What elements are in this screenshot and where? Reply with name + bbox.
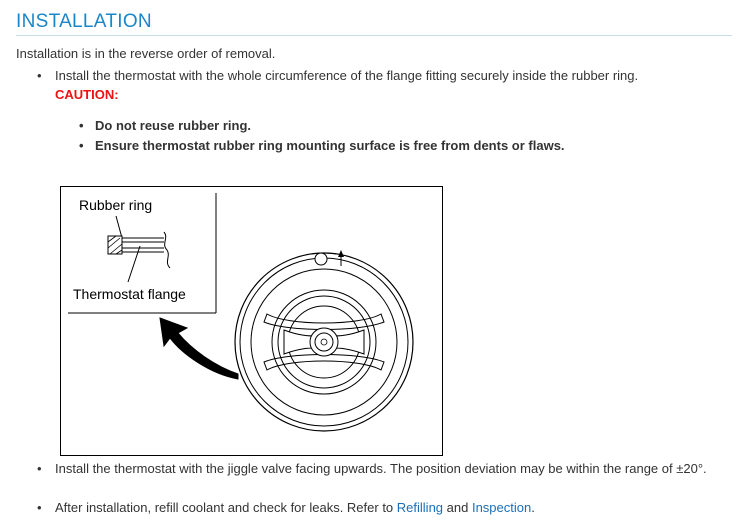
caution-item-2-text: Ensure thermostat rubber ring mounting surface is free from dents or flaws. [95, 138, 565, 153]
step-3-suffix: . [531, 500, 535, 515]
step-2-text: Install the thermostat with the jiggle valve facing upwards. The position deviation may be within the range of ±20°. [55, 461, 707, 476]
caution-label: CAUTION: [55, 87, 119, 102]
rubber-ring-label: Rubber ring [79, 197, 153, 213]
bullet-icon: • [37, 68, 42, 83]
title-divider [16, 35, 732, 36]
bullet-icon: • [79, 138, 84, 153]
list-item-step-2 [37, 459, 723, 478]
refilling-link[interactable]: Refilling [396, 500, 444, 515]
step-3-and: and [443, 500, 472, 515]
thermostat-flange-label: Thermostat flange [73, 286, 186, 302]
intro-text: Installation is in the reverse order of removal. [16, 46, 276, 61]
bullet-icon: • [79, 118, 84, 133]
list-item-step-3 [37, 498, 535, 517]
bullet-icon: • [37, 500, 42, 515]
bullet-icon: • [37, 461, 42, 476]
caution-item-1-text: Do not reuse rubber ring. [95, 118, 252, 133]
inspection-link[interactable]: Inspection [471, 500, 532, 515]
caution-item-2 [79, 136, 565, 155]
list-item-step-1 [37, 66, 639, 85]
step-3-prefix: After installation, refill coolant and check for leaks. Refer to [55, 500, 397, 515]
thermostat-installation-figure [60, 186, 443, 456]
step-1-text: Install the thermostat with the whole circumference of the flange fitting securely inside the rubber ring. [55, 68, 639, 83]
caution-item-1 [79, 116, 252, 135]
section-title: INSTALLATION [16, 11, 152, 32]
